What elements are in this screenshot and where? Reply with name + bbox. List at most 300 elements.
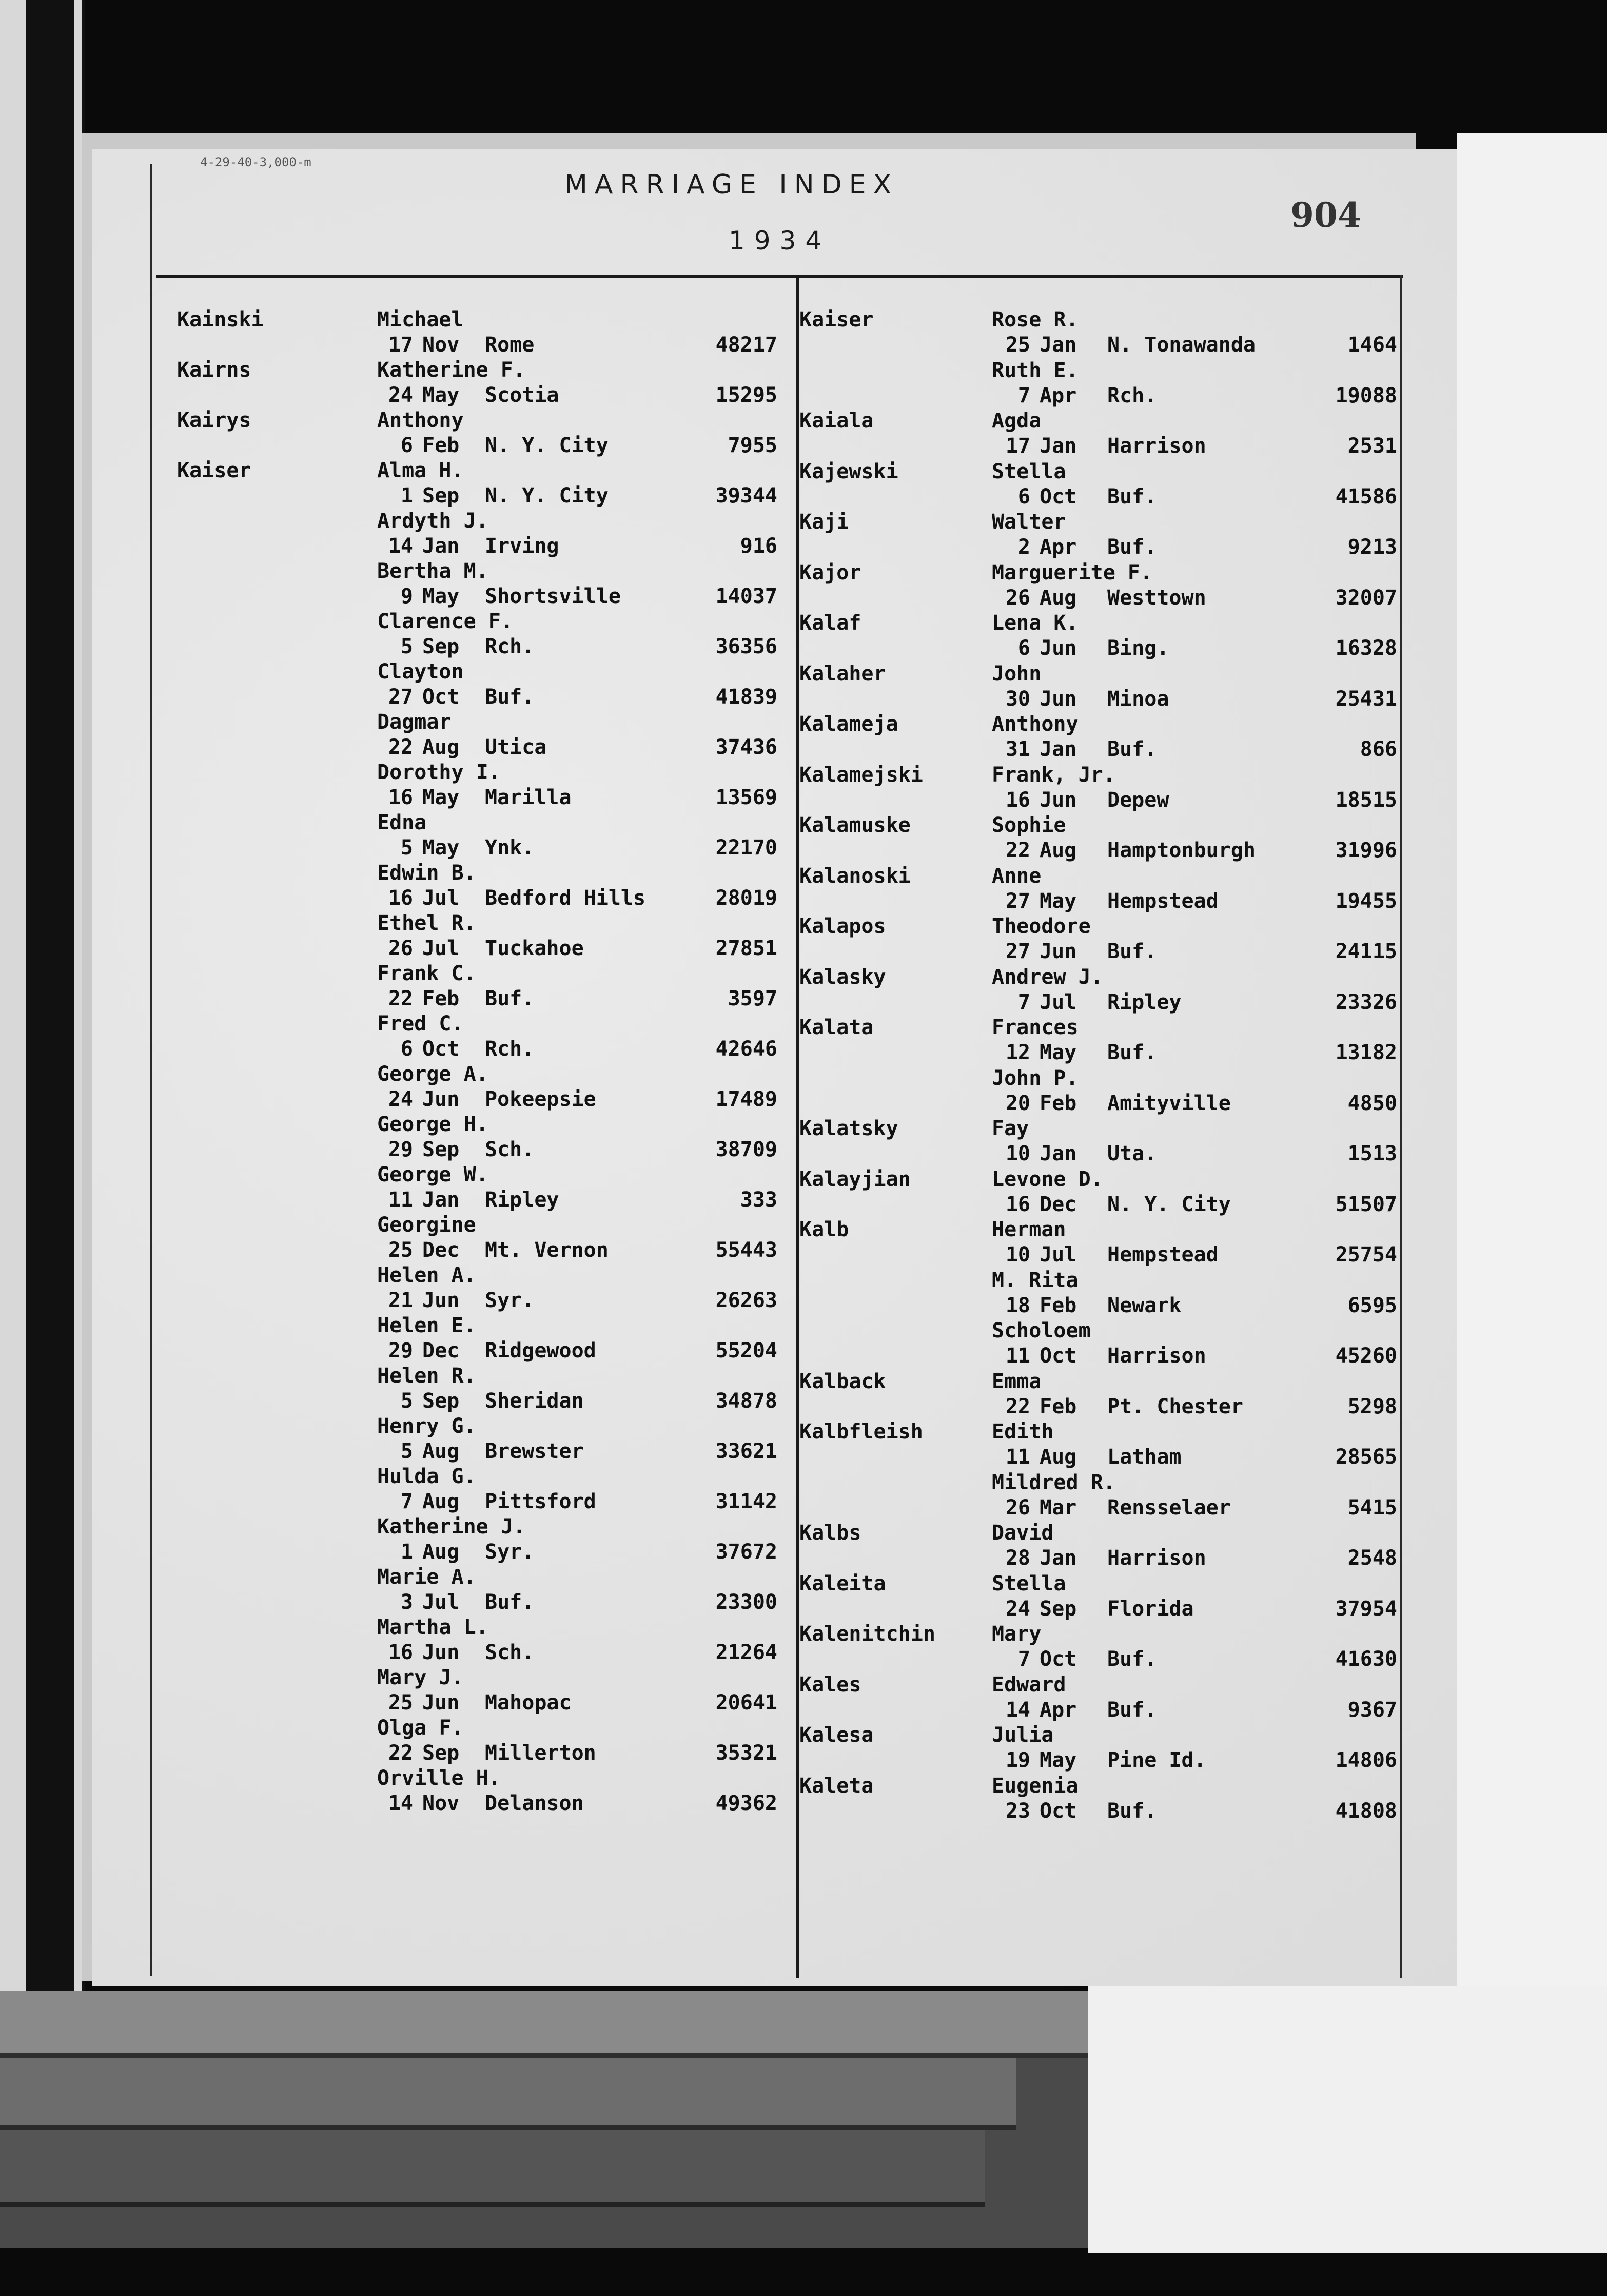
- card-edge-3: [0, 2130, 985, 2207]
- marriage-place: Hamptonburgh: [1107, 839, 1256, 862]
- given-name: Fred C.: [377, 1012, 464, 1036]
- surname: Kaiser: [177, 459, 251, 482]
- marriage-day: 22: [388, 987, 413, 1010]
- index-entry: [177, 308, 788, 358]
- surname: Kaleta: [799, 1774, 874, 1798]
- marriage-month: Aug: [422, 1490, 460, 1513]
- marriage-month: Aug: [422, 1439, 460, 1463]
- marriage-month: Aug: [422, 735, 460, 759]
- given-name: Emma: [992, 1369, 1042, 1393]
- marriage-day: 22: [388, 735, 413, 759]
- given-name: Lena K.: [992, 611, 1079, 635]
- certificate-number: 16328: [1335, 636, 1397, 660]
- given-name: Eugenia: [992, 1774, 1079, 1798]
- certificate-number: 22170: [715, 836, 777, 860]
- certificate-number: 28019: [715, 886, 777, 910]
- given-name: Helen R.: [377, 1364, 476, 1388]
- surname: Kalayjian: [799, 1167, 911, 1191]
- certificate-number: 15295: [715, 383, 777, 407]
- index-entry: [799, 1016, 1400, 1066]
- marriage-place: Buf.: [1107, 940, 1157, 963]
- marriage-place: Buf.: [485, 1590, 535, 1614]
- marriage-place: Rome: [485, 333, 535, 357]
- given-name: George H.: [377, 1113, 488, 1136]
- marriage-month: Nov: [422, 1792, 460, 1815]
- marriage-month: Jan: [422, 534, 460, 558]
- given-name: Mary: [992, 1622, 1042, 1646]
- certificate-number: 49362: [715, 1792, 777, 1815]
- marriage-place: Buf.: [1107, 535, 1157, 559]
- marriage-day: 27: [388, 685, 413, 709]
- background-bottom: [1088, 1986, 1607, 2253]
- certificate-number: 26263: [715, 1289, 777, 1312]
- surname: Kalenitchin: [799, 1622, 935, 1646]
- marriage-month: Jan: [1040, 1142, 1077, 1165]
- marriage-place: Florida: [1107, 1597, 1194, 1621]
- marriage-month: Jan: [1040, 1546, 1077, 1570]
- marriage-day: 6: [400, 1037, 413, 1061]
- given-name: Edith: [992, 1420, 1054, 1444]
- marriage-day: 6: [400, 434, 413, 457]
- index-entry: [799, 1370, 1400, 1421]
- certificate-number: 31142: [715, 1490, 777, 1513]
- certificate-number: 9213: [1347, 535, 1397, 559]
- marriage-month: Sep: [422, 1741, 460, 1765]
- form-number: 4-29-40-3,000-m: [200, 155, 311, 169]
- given-name: Frances: [992, 1016, 1079, 1039]
- marriage-place: Buf.: [1107, 1647, 1157, 1671]
- header-rule: [156, 275, 1403, 278]
- marriage-day: 12: [1005, 1041, 1030, 1064]
- index-entry: [799, 1218, 1400, 1269]
- given-name: Edward: [992, 1672, 1066, 1697]
- index-entry: [177, 1113, 788, 1163]
- certificate-number: 866: [1360, 737, 1397, 761]
- given-name: Marguerite F.: [992, 560, 1153, 585]
- marriage-day: 14: [1005, 1698, 1030, 1722]
- marriage-day: 26: [388, 937, 413, 960]
- marriage-day: 31: [1005, 737, 1030, 761]
- marriage-place: Buf.: [1107, 1799, 1157, 1823]
- certificate-number: 17489: [715, 1087, 777, 1111]
- index-entry: [177, 1716, 788, 1766]
- given-name: George A.: [377, 1062, 488, 1086]
- index-entry: [799, 1420, 1400, 1471]
- marriage-day: 9: [400, 585, 413, 608]
- marriage-month: Jun: [422, 1641, 460, 1664]
- marriage-place: Buf.: [1107, 484, 1157, 509]
- index-entry: [177, 1263, 788, 1314]
- index-entry: [177, 660, 788, 710]
- marriage-place: N. Tonawanda: [1107, 333, 1256, 357]
- surname: Kalesa: [799, 1723, 874, 1747]
- marriage-day: 20: [1005, 1091, 1030, 1115]
- marriage-month: May: [1040, 889, 1077, 913]
- marriage-month: May: [1040, 1041, 1077, 1064]
- surname: Kalameja: [799, 712, 898, 736]
- certificate-number: 45260: [1335, 1344, 1397, 1368]
- marriage-day: 24: [1005, 1597, 1030, 1621]
- page-number: 904: [1290, 195, 1361, 235]
- surname: Kalatsky: [799, 1117, 898, 1140]
- index-entry: [799, 1622, 1400, 1673]
- certificate-number: 2531: [1347, 434, 1397, 458]
- certificate-number: 41630: [1335, 1647, 1397, 1671]
- marriage-day: 27: [1005, 889, 1030, 913]
- marriage-place: Brewster: [485, 1439, 584, 1463]
- marriage-place: Utica: [485, 735, 547, 759]
- certificate-number: 51507: [1335, 1192, 1397, 1216]
- surname: Kajor: [799, 560, 861, 585]
- marriage-day: 24: [388, 1087, 413, 1111]
- marriage-place: Uta.: [1107, 1142, 1157, 1165]
- certificate-number: 39344: [715, 484, 777, 508]
- marriage-month: Feb: [1040, 1091, 1077, 1115]
- given-name: Fay: [992, 1117, 1029, 1140]
- marriage-day: 16: [1005, 1192, 1030, 1216]
- marriage-month: Aug: [1040, 839, 1077, 862]
- certificate-number: 23300: [715, 1590, 777, 1614]
- marriage-day: 16: [388, 1641, 413, 1664]
- marriage-month: Dec: [422, 1339, 460, 1363]
- surname: Kajewski: [799, 459, 898, 483]
- marriage-place: Irving: [485, 534, 559, 558]
- certificate-number: 32007: [1335, 586, 1397, 610]
- marriage-day: 14: [388, 1792, 413, 1815]
- index-entry: [799, 409, 1400, 460]
- marriage-month: Dec: [422, 1238, 460, 1262]
- marriage-place: Buf.: [1107, 1041, 1157, 1064]
- marriage-month: Jan: [1040, 434, 1077, 458]
- index-entry: [177, 408, 788, 459]
- marriage-day: 2: [1017, 535, 1030, 559]
- index-entry: [799, 510, 1400, 561]
- surname: Kalapos: [799, 914, 886, 938]
- marriage-day: 5: [400, 635, 413, 658]
- marriage-place: Ripley: [1107, 990, 1182, 1014]
- given-name: Orville H.: [377, 1766, 501, 1790]
- index-entry: [177, 1213, 788, 1263]
- given-name: Andrew J.: [992, 965, 1103, 989]
- marriage-month: Apr: [1040, 383, 1077, 407]
- given-name: Anne: [992, 864, 1042, 888]
- marriage-place: Bing.: [1107, 636, 1169, 660]
- marriage-place: Hempstead: [1107, 889, 1219, 913]
- marriage-month: Feb: [1040, 1394, 1077, 1418]
- certificate-number: 3597: [728, 987, 777, 1010]
- index-entry: [799, 1774, 1400, 1825]
- marriage-day: 5: [400, 1439, 413, 1463]
- marriage-place: Rch.: [1107, 383, 1157, 407]
- marriage-place: Latham: [1107, 1445, 1182, 1469]
- certificate-number: 31996: [1335, 839, 1397, 862]
- given-name: Rose R.: [992, 308, 1079, 332]
- surname: Kaleita: [799, 1571, 886, 1595]
- marriage-place: Shortsville: [485, 585, 621, 608]
- certificate-number: 37672: [715, 1540, 777, 1564]
- certificate-number: 25754: [1335, 1243, 1397, 1267]
- marriage-month: Jul: [422, 1590, 460, 1614]
- given-name: Anthony: [377, 408, 464, 432]
- index-entry: [177, 1364, 788, 1414]
- marriage-day: 25: [388, 1691, 413, 1715]
- index-entry: [177, 710, 788, 761]
- marriage-month: May: [422, 836, 460, 860]
- index-entry: [177, 1616, 788, 1666]
- marriage-place: Hempstead: [1107, 1243, 1219, 1267]
- certificate-number: 55443: [715, 1238, 777, 1262]
- marriage-month: Jun: [422, 1691, 460, 1715]
- certificate-number: 916: [740, 534, 777, 558]
- given-name: Scholoem: [992, 1319, 1091, 1342]
- marriage-month: Aug: [422, 1540, 460, 1564]
- given-name: Dorothy I.: [377, 761, 501, 784]
- surname: Kaiser: [799, 308, 874, 332]
- marriage-month: Nov: [422, 333, 460, 357]
- marriage-month: Jul: [422, 886, 460, 910]
- index-entry: [799, 359, 1400, 410]
- marriage-month: Jun: [422, 1289, 460, 1312]
- surname: Kalaher: [799, 661, 886, 686]
- surname: Kales: [799, 1672, 861, 1697]
- certificate-number: 38709: [715, 1138, 777, 1161]
- marriage-day: 10: [1005, 1142, 1030, 1165]
- given-name: Ruth E.: [992, 358, 1079, 382]
- marriage-month: Jan: [422, 1188, 460, 1212]
- given-name: Katherine F.: [377, 358, 525, 382]
- index-entry: [799, 914, 1400, 965]
- marriage-day: 11: [388, 1188, 413, 1212]
- given-name: Clarence F.: [377, 610, 513, 633]
- marriage-place: Pine Id.: [1107, 1748, 1206, 1772]
- index-entry: [177, 811, 788, 861]
- surname: Kairns: [177, 358, 251, 382]
- given-name: Stella: [992, 1571, 1066, 1595]
- index-entry: [177, 861, 788, 911]
- marriage-month: Feb: [1040, 1293, 1077, 1317]
- marriage-place: Pokeepsie: [485, 1087, 596, 1111]
- certificate-number: 36356: [715, 635, 777, 658]
- marriage-month: Oct: [422, 1037, 460, 1061]
- marriage-day: 17: [1005, 434, 1030, 458]
- index-entry: [799, 460, 1400, 511]
- marriage-place: Tuckahoe: [485, 937, 584, 960]
- marriage-month: Mar: [1040, 1495, 1077, 1520]
- marriage-day: 10: [1005, 1243, 1030, 1267]
- marriage-month: Jan: [1040, 737, 1077, 761]
- surname: Kalb: [799, 1218, 849, 1241]
- certificate-number: 37436: [715, 735, 777, 759]
- marriage-month: Oct: [1040, 1344, 1077, 1368]
- marriage-month: Sep: [422, 1389, 460, 1413]
- given-name: Katherine J.: [377, 1515, 525, 1539]
- marriage-month: Oct: [1040, 1799, 1077, 1823]
- marriage-day: 5: [400, 836, 413, 860]
- marriage-place: N. Y. City: [485, 434, 609, 457]
- marriage-place: Syr.: [485, 1289, 535, 1312]
- card-stack: [0, 1991, 1088, 2248]
- given-name: John: [992, 661, 1042, 686]
- marriage-place: Harrison: [1107, 1344, 1206, 1368]
- marriage-day: 6: [1017, 636, 1030, 660]
- given-name: Clayton: [377, 660, 464, 684]
- index-entry: [177, 509, 788, 559]
- marriage-place: Marilla: [485, 786, 572, 809]
- marriage-place: Mahopac: [485, 1691, 572, 1715]
- page-title: MARRIAGE INDEX: [564, 169, 899, 200]
- index-entry: [177, 1163, 788, 1213]
- marriage-month: May: [422, 585, 460, 608]
- given-name: Sophie: [992, 813, 1066, 837]
- marriage-month: Jun: [1040, 940, 1077, 963]
- binding-bar: [26, 0, 74, 1991]
- marriage-month: Jul: [422, 937, 460, 960]
- given-name: Walter: [992, 510, 1066, 534]
- given-name: Anthony: [992, 712, 1079, 736]
- index-entry: [799, 611, 1400, 662]
- index-entry: [177, 1414, 788, 1465]
- marriage-place: Millerton: [485, 1741, 596, 1765]
- certificate-number: 20641: [715, 1691, 777, 1715]
- index-entry: [799, 965, 1400, 1016]
- index-entry: [799, 712, 1400, 763]
- marriage-place: Buf.: [1107, 737, 1157, 761]
- surname: Kalata: [799, 1016, 874, 1039]
- given-name: Mildred R.: [992, 1470, 1115, 1494]
- marriage-day: 22: [1005, 1394, 1030, 1418]
- given-name: Helen A.: [377, 1263, 476, 1287]
- marriage-place: Amityville: [1107, 1091, 1231, 1115]
- marriage-day: 11: [1005, 1344, 1030, 1368]
- marriage-month: Feb: [422, 987, 460, 1010]
- marriage-place: Rensselaer: [1107, 1495, 1231, 1520]
- marriage-place: Harrison: [1107, 1546, 1206, 1570]
- certificate-number: 24115: [1335, 940, 1397, 963]
- marriage-day: 30: [1005, 687, 1030, 711]
- marriage-day: 29: [388, 1339, 413, 1363]
- marriage-place: Mt. Vernon: [485, 1238, 609, 1262]
- marriage-day: 25: [1005, 333, 1030, 357]
- index-entry: [177, 1666, 788, 1716]
- surname: Kalasky: [799, 965, 886, 989]
- index-entry: [799, 1673, 1400, 1724]
- given-name: Frank C.: [377, 962, 476, 985]
- given-name: Alma H.: [377, 459, 464, 482]
- marriage-month: Apr: [1040, 535, 1077, 559]
- index-year: 1934: [729, 226, 831, 256]
- certificate-number: 27851: [715, 937, 777, 960]
- marriage-place: Depew: [1107, 788, 1169, 812]
- given-name: David: [992, 1521, 1054, 1545]
- marriage-place: N. Y. City: [1107, 1192, 1231, 1216]
- marriage-month: May: [422, 786, 460, 809]
- marriage-day: 28: [1005, 1546, 1030, 1570]
- marriage-month: May: [1040, 1748, 1077, 1772]
- given-name: Michael: [377, 308, 464, 332]
- marriage-day: 17: [388, 333, 413, 357]
- index-entry: [799, 1117, 1400, 1168]
- certificate-number: 37954: [1335, 1597, 1397, 1621]
- certificate-number: 9367: [1347, 1698, 1397, 1722]
- certificate-number: 14037: [715, 585, 777, 608]
- certificate-number: 25431: [1335, 687, 1397, 711]
- certificate-number: 2548: [1347, 1546, 1397, 1570]
- marriage-month: Sep: [422, 635, 460, 658]
- index-entry: [799, 1066, 1400, 1117]
- given-name: Olga F.: [377, 1716, 464, 1740]
- marriage-place: Ripley: [485, 1188, 559, 1212]
- margin-rule-left: [150, 164, 152, 1976]
- certificate-number: 14806: [1335, 1748, 1397, 1772]
- marriage-place: Syr.: [485, 1540, 535, 1564]
- certificate-number: 4850: [1347, 1091, 1397, 1115]
- marriage-day: 29: [388, 1138, 413, 1161]
- certificate-number: 19455: [1335, 889, 1397, 913]
- given-name: Helen E.: [377, 1314, 476, 1337]
- marriage-place: N. Y. City: [485, 484, 609, 508]
- certificate-number: 41808: [1335, 1799, 1397, 1823]
- marriage-day: 25: [388, 1238, 413, 1262]
- index-entry: [799, 864, 1400, 915]
- marriage-month: Sep: [1040, 1597, 1077, 1621]
- marriage-day: 7: [1017, 383, 1030, 407]
- marriage-day: 7: [1017, 990, 1030, 1014]
- given-name: Stella: [992, 459, 1066, 483]
- card-edge-2: [0, 2058, 1016, 2130]
- index-entry: [799, 1471, 1400, 1522]
- index-entry: [799, 1319, 1400, 1370]
- scan-border: [0, 2253, 1607, 2296]
- index-entry: [177, 911, 788, 962]
- marriage-day: 1: [400, 1540, 413, 1564]
- marriage-day: 6: [1017, 484, 1030, 509]
- marriage-day: 24: [388, 383, 413, 407]
- surname: Kalamejski: [799, 763, 923, 787]
- given-name: Frank, Jr.: [992, 763, 1115, 787]
- marriage-place: Pittsford: [485, 1490, 596, 1513]
- given-name: Theodore: [992, 914, 1091, 938]
- index-entry: [177, 358, 788, 408]
- certificate-number: 42646: [715, 1037, 777, 1061]
- surname: Kalaf: [799, 611, 861, 635]
- marriage-day: 23: [1005, 1799, 1030, 1823]
- marriage-place: Bedford Hills: [485, 886, 646, 910]
- background-right: [1457, 133, 1607, 2296]
- index-entry: [799, 662, 1400, 713]
- certificate-number: 13182: [1335, 1041, 1397, 1064]
- given-name: M. Rita: [992, 1268, 1079, 1292]
- marriage-month: May: [422, 383, 460, 407]
- marriage-place: Rch.: [485, 635, 535, 658]
- given-name: Levone D.: [992, 1167, 1103, 1191]
- marriage-day: 21: [388, 1289, 413, 1312]
- marriage-place: Scotia: [485, 383, 559, 407]
- given-name: Georgine: [377, 1213, 476, 1237]
- marriage-day: 22: [1005, 839, 1030, 862]
- marriage-month: Sep: [422, 1138, 460, 1161]
- given-name: John P.: [992, 1066, 1079, 1090]
- certificate-number: 1464: [1347, 333, 1397, 357]
- marriage-place: Rch.: [485, 1037, 535, 1061]
- marriage-month: Jul: [1040, 1243, 1077, 1267]
- index-entry: [177, 1565, 788, 1616]
- adjacent-page-strip: [0, 0, 85, 1991]
- left-index-column: [177, 308, 788, 1817]
- marriage-place: Buf.: [485, 987, 535, 1010]
- marriage-day: 1: [400, 484, 413, 508]
- given-name: Marie A.: [377, 1565, 476, 1589]
- marriage-month: Apr: [1040, 1698, 1077, 1722]
